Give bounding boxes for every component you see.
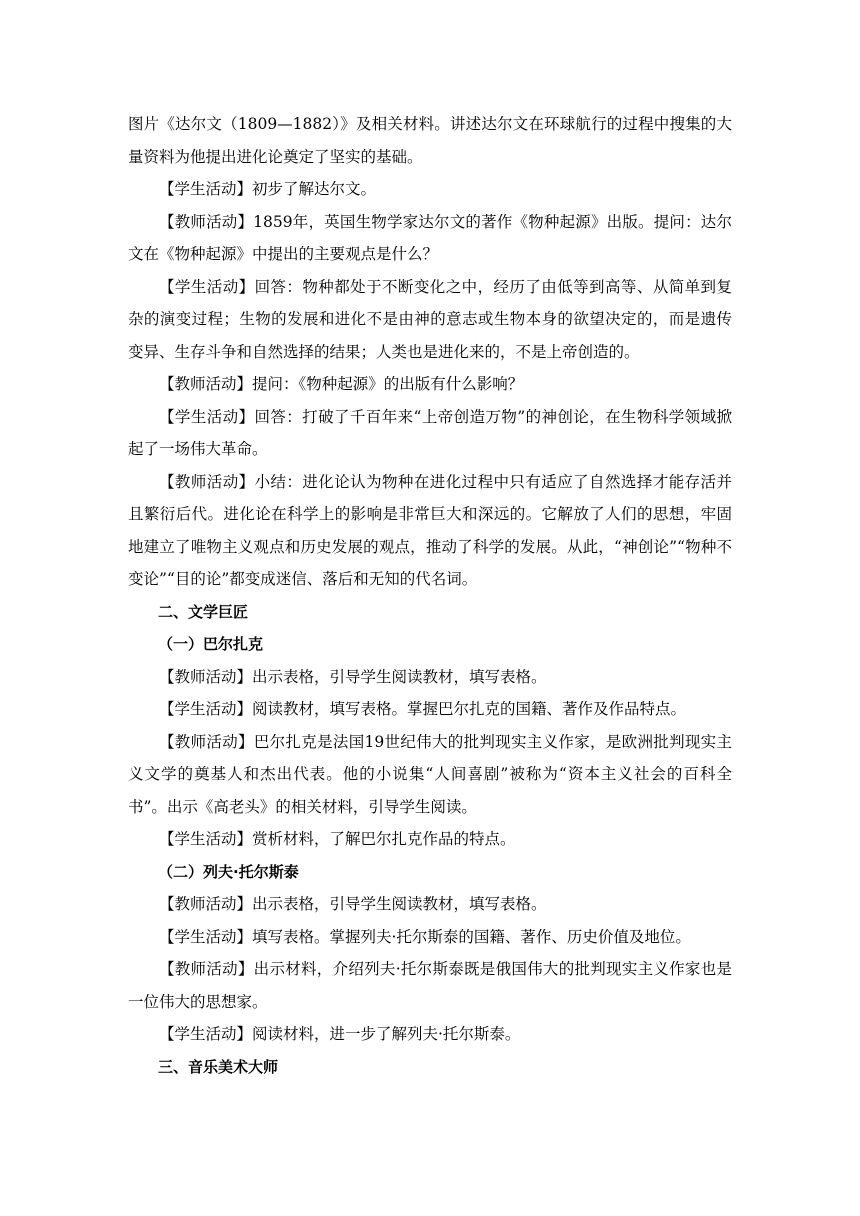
subsection-heading: （一）巴尔扎克 (158, 635, 264, 653)
paragraph: 图片《达尔文（1809—1882）》及相关材料。讲述达尔文在环球航行的过程中搜集的大量资料为他提出进化论奠定了坚实的基础。 (128, 115, 732, 166)
paragraph: 【教师活动】1859年，英国生物学家达尔文的著作《物种起源》出版。提问：达尔文在《物种起源》中提出的主要观点是什么？ (128, 212, 732, 263)
paragraph: 【学生活动】回答：物种都处于不断变化之中，经历了由低等到高等、从简单到复杂的演变过程；生物的发展和进化不是由神的意志或生物本身的欲望决定的，而是遗传变异、生存斗争和自然选择的结果；人类也是进化来的，不是上帝创造的。 (128, 277, 732, 361)
paragraph: 【学生活动】回答：打破了千百年来“上帝创造万物”的神创论，在生物科学领域掀起了一场伟大革命。 (128, 407, 732, 458)
paragraph: 【学生活动】填写表格。掌握列夫·托尔斯泰的国籍、著作、历史价值及地位。 (159, 927, 691, 946)
paragraph: 【教师活动】巴尔扎克是法国19世纪伟大的批判现实主义作家，是欧洲批判现实主义文学的奠基人和杰出代表。他的小说集“人间喜剧”被称为“资本主义社会的百科全书”。出示《高老头》的相关材料，引导学生阅读。 (128, 732, 732, 816)
paragraph: 【教师活动】出示表格，引导学生阅读教材，填写表格。 (159, 895, 547, 913)
paragraph: 【学生活动】初步了解达尔文。 (159, 180, 377, 198)
subsection-heading: （二）列夫·托尔斯泰 (158, 862, 299, 881)
document-body (128, 108, 732, 1083)
paragraph: 【教师活动】小结：进化论认为物种在进化过程中只有适应了自然选择才能存活并且繁衍后代。进化论在科学上的影响是非常巨大和深远的。它解放了人们的思想，牢固地建立了唯物主义观点和历史发展的观点，推动了科学的发展。从此，“神创论”“物种不变论”“目的论”都变成迷信、落后和无知的代名词。 (128, 472, 732, 588)
section-heading: 三、音乐美术大师 (158, 1057, 279, 1076)
paragraph: 【学生活动】赏析材料，了解巴尔扎克作品的特点。 (159, 830, 516, 848)
section-heading: 二、文学巨匠 (158, 602, 249, 621)
paragraph: 【教师活动】出示材料，介绍列夫·托尔斯泰既是俄国伟大的批判现实主义作家也是一位伟大的思想家。 (128, 960, 732, 1011)
paragraph: 【教师活动】出示表格，引导学生阅读教材，填写表格。 (159, 667, 547, 686)
paragraph: 【学生活动】阅读材料，进一步了解列夫·托尔斯泰。 (159, 1025, 521, 1043)
paragraph: 【教师活动】提问：《物种起源》的出版有什么影响？ (159, 375, 524, 393)
paragraph: 【学生活动】阅读教材，填写表格。掌握巴尔扎克的国籍、著作及作品特点。 (159, 700, 687, 718)
